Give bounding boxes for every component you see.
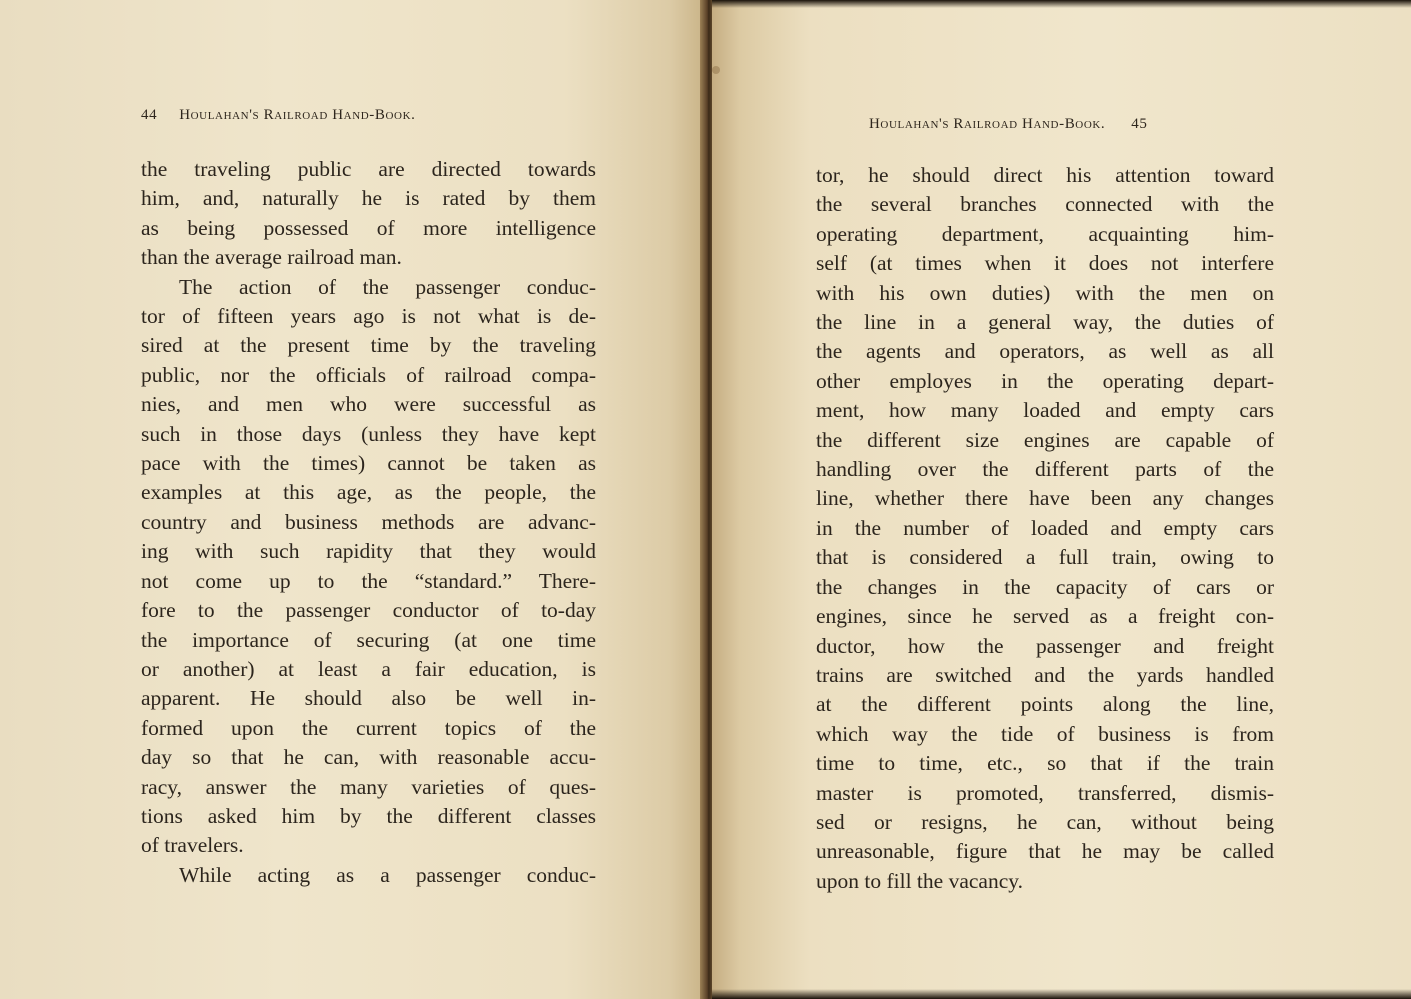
text-line: sired at the present time by the traveling bbox=[141, 333, 596, 358]
paper-blemish bbox=[712, 66, 720, 74]
text-line: upon to fill the vacancy. bbox=[816, 868, 1023, 893]
text-line: the changes in the capacity of cars or bbox=[816, 574, 1274, 599]
text-line: the line in a general way, the duties of bbox=[816, 310, 1274, 335]
text-line: handling over the different parts of the bbox=[816, 457, 1274, 482]
text-line: day so that he can, with reasonable accu- bbox=[141, 745, 596, 770]
text-line: such in those days (unless they have kept bbox=[141, 421, 596, 446]
text-line: as being possessed of more intelligence bbox=[141, 215, 596, 240]
text-line: with his own duties) with the men on bbox=[816, 280, 1274, 305]
left-body-text bbox=[141, 155, 596, 890]
text-line: ductor, how the passenger and freight bbox=[816, 633, 1274, 658]
text-line: time to time, etc., so that if the train bbox=[816, 751, 1274, 776]
right-running-title: Houlahan's Railroad Hand-Book. bbox=[869, 116, 1106, 132]
text-line: the several branches connected with the bbox=[816, 192, 1274, 217]
text-line: not come up to the “standard.” There- bbox=[141, 568, 596, 593]
text-line: self (at times when it does not interfere bbox=[816, 251, 1274, 276]
text-line: nies, and men who were successful as bbox=[141, 392, 596, 417]
text-line: the agents and operators, as well as all bbox=[816, 339, 1274, 364]
text-line: While acting as a passenger conduc- bbox=[179, 862, 596, 887]
right-page-number: 45 bbox=[1131, 116, 1148, 132]
text-line: line, whether there have been any changes bbox=[816, 486, 1274, 511]
text-line: operating department, acquainting him- bbox=[816, 221, 1274, 246]
text-line: public, nor the officials of railroad compa- bbox=[141, 362, 596, 387]
text-line: pace with the times) cannot be taken as bbox=[141, 451, 596, 476]
text-line: of travelers. bbox=[141, 833, 244, 858]
text-line: the different size engines are capable of bbox=[816, 427, 1274, 452]
text-line: tor, he should direct his attention toward bbox=[816, 163, 1274, 187]
left-running-title: Houlahan's Railroad Hand-Book. bbox=[179, 107, 416, 123]
text-line: formed upon the current topics of the bbox=[141, 715, 596, 740]
text-line: master is promoted, transferred, dismis- bbox=[816, 780, 1274, 805]
text-line: The action of the passenger conduc- bbox=[179, 274, 596, 299]
text-line: the traveling public are directed towards bbox=[141, 157, 596, 181]
text-line: country and business methods are advanc- bbox=[141, 509, 596, 534]
text-line: racy, answer the many varieties of ques- bbox=[141, 774, 596, 799]
left-page bbox=[0, 0, 705, 999]
text-line: the importance of securing (at one time bbox=[141, 627, 596, 652]
text-line: him, and, naturally he is rated by them bbox=[141, 186, 596, 211]
text-line: at the different points along the line, bbox=[816, 692, 1274, 717]
text-line: other employes in the operating depart- bbox=[816, 368, 1274, 393]
text-line: apparent. He should also be well in- bbox=[141, 686, 596, 711]
text-line: sed or resigns, he can, without being bbox=[816, 809, 1274, 834]
text-line: or another) at least a fair education, is bbox=[141, 656, 596, 681]
text-line: engines, since he served as a freight con- bbox=[816, 604, 1274, 629]
text-line: tions asked him by the different classes bbox=[141, 803, 596, 828]
text-line: fore to the passenger conductor of to-day bbox=[141, 598, 596, 623]
text-line: unreasonable, figure that he may be called bbox=[816, 839, 1274, 864]
text-line: than the average railroad man. bbox=[141, 245, 402, 270]
right-body-text bbox=[816, 161, 1274, 896]
text-line: in the number of loaded and empty cars bbox=[816, 515, 1274, 540]
text-line: ing with such rapidity that they would bbox=[141, 539, 596, 564]
text-line: which way the tide of business is from bbox=[816, 721, 1274, 746]
left-running-head bbox=[141, 107, 415, 124]
text-line: tor of fifteen years ago is not what is de- bbox=[141, 304, 596, 329]
right-running-head bbox=[869, 116, 1147, 133]
text-line: that is considered a full train, owing to bbox=[816, 545, 1274, 570]
left-page-number: 44 bbox=[141, 107, 158, 123]
text-line: examples at this age, as the people, the bbox=[141, 480, 596, 505]
right-page bbox=[712, 0, 1411, 999]
text-line: ment, how many loaded and empty cars bbox=[816, 398, 1274, 423]
text-line: trains are switched and the yards handled bbox=[816, 662, 1274, 687]
